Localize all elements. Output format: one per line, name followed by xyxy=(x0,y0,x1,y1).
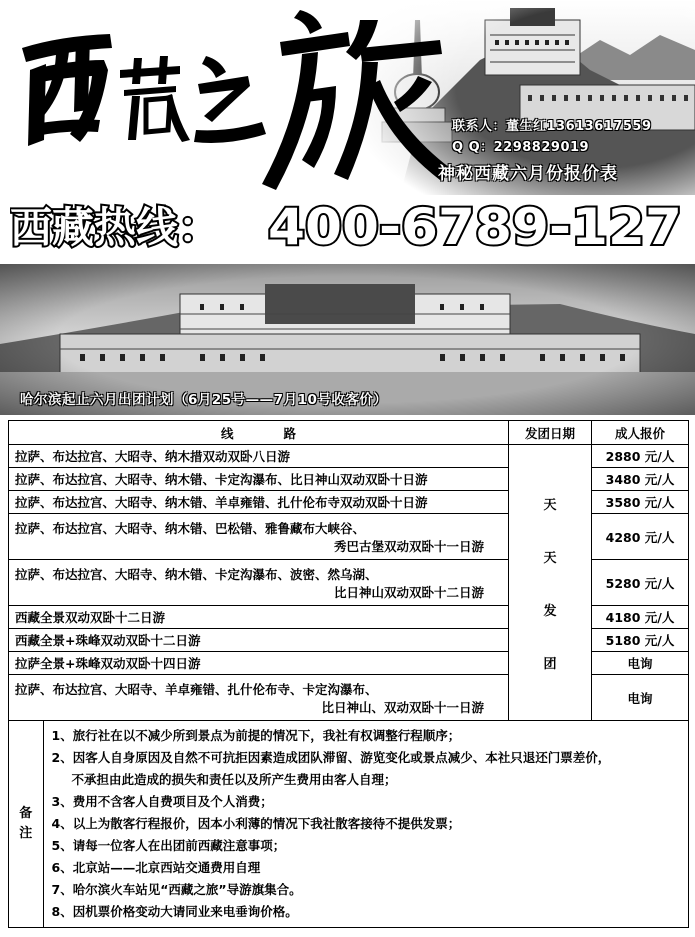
table-row xyxy=(9,445,689,468)
subtitle: 神秘西藏六月份报价表 xyxy=(438,164,618,184)
notes-label-char: 备 xyxy=(19,806,33,821)
route-name: 拉萨全景+珠峰双动双卧十四日游 xyxy=(15,656,201,671)
price-header: 成人报价 xyxy=(592,421,689,445)
hotline-label: 西藏热线： xyxy=(10,203,221,252)
notes-list xyxy=(43,721,688,927)
route-cell xyxy=(9,652,509,675)
route-name: 拉萨、布达拉宫、大昭寺、纳木措双动双卧八日游 xyxy=(15,449,291,464)
notes-wrapper xyxy=(9,721,689,928)
route-name-cont: 秀巴古堡双动双卧十一日游 xyxy=(333,538,484,554)
price-cell: 4280 元/人 xyxy=(592,514,689,560)
note-item-cont: 不承担由此造成的损失和责任以及所产生费用由客人自理； xyxy=(71,772,397,787)
header-banner xyxy=(0,0,695,262)
table-header-row xyxy=(9,421,689,445)
depart-char: 天 xyxy=(543,550,557,566)
price-cell: 电询 xyxy=(592,652,689,675)
depart-char: 团 xyxy=(543,656,557,672)
price-cell: 电询 xyxy=(592,675,689,721)
route-header: 线 路 xyxy=(9,421,509,445)
route-name-cont: 比日神山、双动双卧十一日游 xyxy=(321,699,484,715)
notes-label-char: 注 xyxy=(19,826,33,841)
note-item: 6、北京站——北京西站交通费用自理 xyxy=(51,860,261,875)
route-name-cont: 比日神山双动双卧十二日游 xyxy=(333,584,484,600)
route-cell xyxy=(9,445,509,468)
price-cell: 3480 元/人 xyxy=(592,468,689,491)
contact-person: 联系人：董生红13613617559 xyxy=(452,119,652,134)
route-name: 拉萨、布达拉宫、大昭寺、羊卓雍错、扎什伦布寺、卡定沟瀑布、 xyxy=(15,681,378,697)
route-name: 西藏全景+珠峰双动双卧十二日游 xyxy=(15,633,201,648)
price-cell: 5180 元/人 xyxy=(592,629,689,652)
route-cell xyxy=(9,468,509,491)
depart-char: 发 xyxy=(543,603,557,619)
contact-qq: Q Q：2298829019 xyxy=(452,140,590,155)
route-name: 拉萨、布达拉宫、大昭寺、纳木错、卡定沟瀑布、波密、然乌湖、 xyxy=(15,566,378,582)
note-item: 1、旅行社在以不减少所到景点为前提的情况下，我社有权调整行程顺序； xyxy=(51,728,461,743)
route-name: 拉萨、布达拉宫、大昭寺、纳木错、羊卓雍错、扎什伦布寺双动双卧十日游 xyxy=(15,495,428,510)
note-item: 4、以上为散客行程报价，因本小利薄的情况下我社散客接待不提供发票； xyxy=(51,816,461,831)
note-item: 3、费用不含客人自费项目及个人消费； xyxy=(51,794,273,809)
route-name: 拉萨、布达拉宫、大昭寺、纳木错、卡定沟瀑布、比日神山双动双卧十日游 xyxy=(15,472,428,487)
notes-table xyxy=(9,721,688,927)
depart-char: 天 xyxy=(543,497,557,513)
notes-label xyxy=(9,721,43,927)
depart-header: 发团日期 xyxy=(509,421,592,445)
price-cell: 5280 元/人 xyxy=(592,560,689,606)
hotline xyxy=(10,196,690,256)
route-name: 拉萨、布达拉宫、大昭寺、纳木错、巴松错、雅鲁藏布大峡谷、 xyxy=(15,520,366,536)
note-item: 5、请每一位客人在出团前西藏注意事项； xyxy=(51,838,286,853)
route-cell xyxy=(9,560,509,606)
notes-row xyxy=(9,721,689,928)
note-item: 2、因客人自身原因及自然不可抗拒因素造成团队滞留、游览变化或景点减少、本社只退还门票差价， xyxy=(51,750,611,765)
title-calligraphy xyxy=(0,0,460,200)
route-cell xyxy=(9,606,509,629)
schedule-banner: 哈尔滨起止六月出团计划（6月25号——7月10号收客价） xyxy=(20,392,388,408)
route-cell xyxy=(9,629,509,652)
price-cell: 4180 元/人 xyxy=(592,606,689,629)
note-item: 8、因机票价格变动大请同业来电垂询价格。 xyxy=(51,904,298,919)
route-name: 西藏全景双动双卧十二日游 xyxy=(15,610,166,625)
hotline-number: 400-6789-127 xyxy=(268,198,682,256)
price-cell: 3580 元/人 xyxy=(592,491,689,514)
price-cell: 2880 元/人 xyxy=(592,445,689,468)
route-cell xyxy=(9,675,509,721)
depart-cell xyxy=(509,445,592,721)
price-table xyxy=(8,420,689,928)
route-cell xyxy=(9,514,509,560)
route-cell xyxy=(9,491,509,514)
note-item: 7、哈尔滨火车站见“西藏之旅”导游旗集合。 xyxy=(51,882,302,897)
